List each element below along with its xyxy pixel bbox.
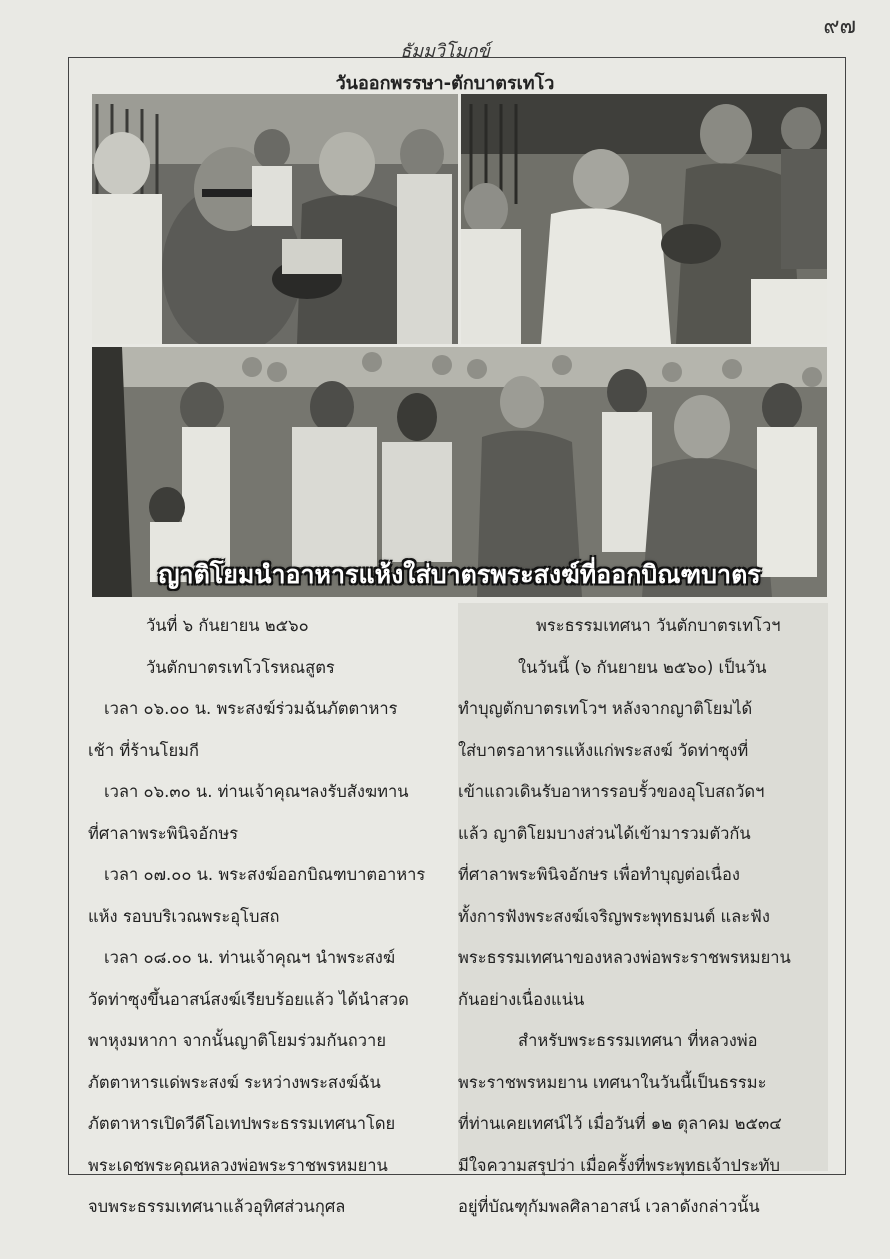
left-line: จบพระธรรมเทศนาแล้วอุทิศส่วนกุศล [88, 1197, 346, 1216]
event-title: วันออกพรรษา-ตักบาตรเทโว [335, 73, 555, 94]
left-line: เวลา ๐๖.๓๐ น. ท่านเจ้าคุณฯลงรับสังฆทาน [104, 782, 409, 801]
left-column-schedule [88, 605, 450, 1228]
left-line: วันตักบาตรเทโวโรหณสูตร [146, 657, 335, 677]
left-line: พระเดชพระคุณหลวงพ่อพระราชพรหมยาน [88, 1155, 388, 1175]
right-line: กันอย่างเนื่องแน่น [458, 989, 585, 1009]
left-line: ที่ศาลาพระพินิจอักษร [88, 823, 239, 843]
right-line: ที่ท่านเคยเทศน์ไว้ เมื่อวันที่ ๑๒ ตุลาคม ๒๕๓๔ [458, 1114, 782, 1133]
right-line: พระธรรมเทศนาของหลวงพ่อพระราชพรหมยาน [458, 948, 791, 967]
photo-alms-offering-right [461, 94, 827, 344]
right-line: แล้ว ญาติโยมบางส่วนได้เข้ามารวมตัวกัน [458, 823, 751, 843]
photo-alms-offering-left [92, 94, 458, 344]
left-line: เช้า ที่ร้านโยมกี [88, 740, 200, 760]
right-line: พระธรรมเทศนา วันตักบาตรเทโวฯ [536, 616, 781, 635]
left-line: วัดท่าซุงขึ้นอาสน์สงฆ์เรียบร้อยแล้ว ได้นำสวด [88, 989, 409, 1009]
left-line: แห้ง รอบบริเวณพระอุโบสถ [88, 906, 280, 926]
right-column-sermon [458, 603, 828, 1216]
right-line: ใส่บาตรอาหารแห้งแก่พระสงฆ์ วัดท่าซุงที่ [458, 740, 749, 760]
left-line: ภัตตาหารแด่พระสงฆ์ ระหว่างพระสงฆ์ฉัน [88, 1072, 381, 1092]
right-line: ในวันนี้ (๖ กันยายน ๒๕๖๐) เป็นวัน [518, 657, 767, 677]
left-line: เวลา ๐๗.๐๐ น. พระสงฆ์ออกบิณฑบาตอาหาร [104, 865, 426, 884]
photo-caption: ญาติโยมนำอาหารแห้งใส่บาตรพระสงฆ์ที่ออกบิณฑบาตร [158, 560, 761, 589]
right-line: ที่ศาลาพระพินิจอักษร เพื่อทำบุญต่อเนื่อง [458, 865, 740, 884]
right-line: ทั้งการฟังพระสงฆ์เจริญพระพุทธมนต์ และฟัง [458, 906, 770, 926]
right-line: พระราชพรหมยาน เทศนาในวันนี้เป็นธรรมะ [458, 1072, 767, 1092]
left-line: วันที่ ๖ กันยายน ๒๕๖๐ [146, 616, 309, 635]
page-number: ๙๗ [823, 14, 856, 39]
right-line: ทำบุญตักบาตรเทโวฯ หลังจากญาติโยมได้ [458, 699, 753, 718]
right-line: อยู่ที่บัณฑุกัมพลศิลาอาสน์ เวลาดังกล่าวนั้น [458, 1197, 760, 1216]
left-line: พาหุงมหากา จากนั้นญาติโยมร่วมกันถวาย [88, 1031, 386, 1050]
right-line: มีใจความสรุปว่า เมื่อครั้งที่พระพุทธเจ้าประทับ [458, 1155, 781, 1175]
magazine-title: ธัมมวิโมกข์ [400, 41, 490, 62]
right-line: เข้าแถวเดินรับอาหารรอบรั้วของอุโบสถวัดฯ [458, 782, 765, 801]
left-line: เวลา ๐๘.๐๐ น. ท่านเจ้าคุณฯ นำพระสงฆ์ [104, 948, 396, 967]
right-line: สำหรับพระธรรมเทศนา ที่หลวงพ่อ [518, 1031, 758, 1050]
left-line: เวลา ๐๖.๐๐ น. พระสงฆ์ร่วมฉันภัตตาหาร [104, 699, 398, 718]
left-line: ภัตตาหารเปิดวีดีโอเทปพระธรรมเทศนาโดย [88, 1114, 396, 1133]
